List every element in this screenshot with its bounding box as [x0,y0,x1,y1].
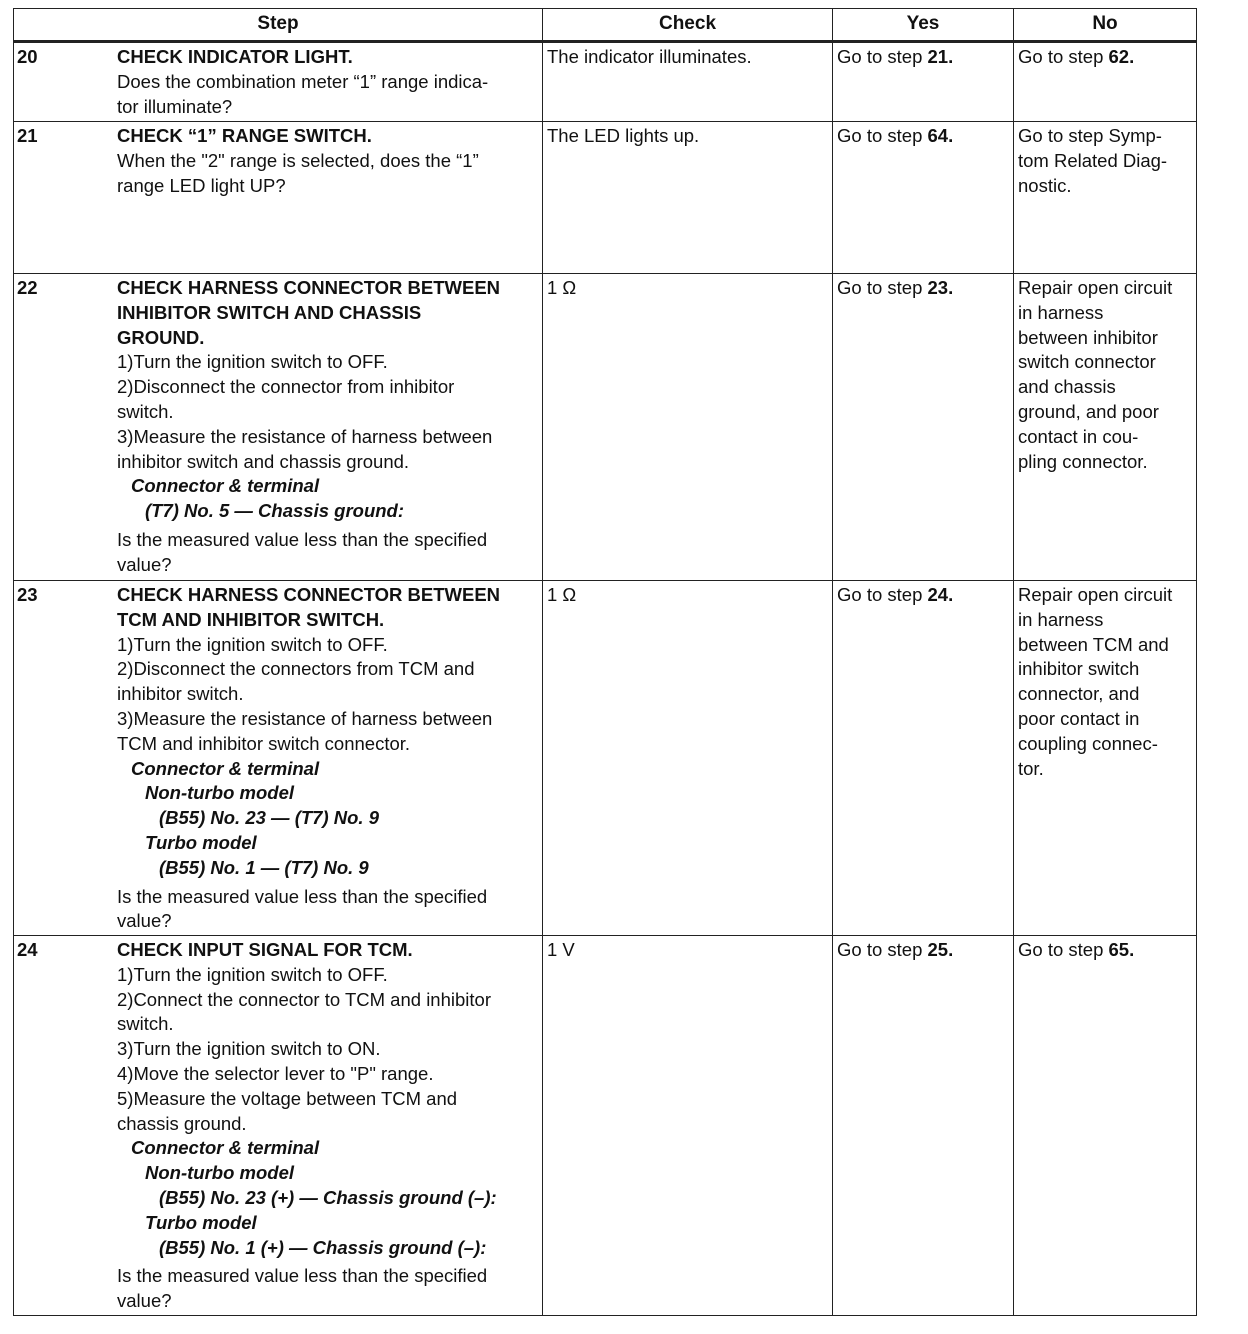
yes-step-ref: 24. [927,584,954,605]
step-instruction: 3)Measure the resistance of harness between [117,425,493,447]
step-instruction: 5)Measure the voltage between TCM and [117,1087,458,1109]
header-step: Step [14,9,543,42]
no-action-line: contact in cou- [1018,425,1139,447]
step-title-line: INHIBITOR SWITCH AND CHASSIS [117,301,422,323]
step-instruction: TCM and inhibitor switch connector. [117,732,411,754]
step-instruction: 1)Turn the ignition switch to OFF. [117,351,388,373]
step-body [117,938,542,1314]
no-action-line: Repair open circuit [1018,584,1173,605]
no-action-line: between inhibitor [1018,326,1158,348]
no-cell [1014,581,1197,936]
header-row [14,9,1197,42]
step-instruction: inhibitor switch and chassis ground. [117,450,410,472]
step-cell [14,274,543,581]
no-action-line: connector, and [1018,683,1140,705]
no-cell [1014,936,1197,1316]
yes-step-ref: 23. [927,277,954,298]
step-instruction: 3)Turn the ignition switch to ON. [117,1038,381,1060]
step-question: Is the measured value less than the specified [117,528,488,550]
table-row [14,274,1197,581]
connector-terminal-spec: Connector & terminal [131,757,320,779]
step-instruction: 2)Connect the connector to TCM and inhibitor [117,988,491,1010]
check-cell: 1 V [543,936,833,1316]
no-action-line: Repair open circuit [1018,277,1173,298]
diagnostic-table [13,8,1197,1316]
step-number: 21 [17,125,38,146]
step-instruction: 3)Measure the resistance of harness between [117,707,493,729]
connector-terminal-spec: (B55) No. 1 — (T7) No. 9 [159,856,369,878]
connector-terminal-spec: (T7) No. 5 — Chassis ground: [145,500,405,522]
yes-cell [833,936,1014,1316]
step-instruction: switch. [117,400,174,422]
connector-terminal-spec: (B55) No. 23 — (T7) No. 9 [159,807,379,829]
step-cell [14,122,543,274]
header-no: No [1014,9,1197,42]
step-number: 20 [17,46,38,67]
no-cell [1014,42,1197,122]
no-action-line: tor. [1018,757,1044,779]
connector-terminal-spec: Non-turbo model [145,782,295,804]
connector-terminal-spec: (B55) No. 23 (+) — Chassis ground (–): [159,1186,497,1208]
no-action-line: and chassis [1018,376,1116,398]
check-cell: 1 Ω [543,581,833,936]
step-title: CHECK “1” RANGE SWITCH. [117,125,372,146]
step-number: 22 [17,277,38,298]
step-cell [14,42,543,122]
no-action-line: poor contact in [1018,707,1140,729]
step-body [117,276,542,578]
no-action-line: between TCM and [1018,633,1169,655]
step-instruction: value? [117,910,172,932]
connector-terminal-spec: (B55) No. 1 (+) — Chassis ground (–): [159,1236,487,1258]
step-instruction: 1)Turn the ignition switch to OFF. [117,633,388,655]
step-instruction: 2)Disconnect the connector from inhibitor [117,376,455,398]
no-prefix: Go to step [1018,939,1109,960]
no-action-line: switch connector [1018,351,1156,373]
yes-cell [833,274,1014,581]
check-cell: 1 Ω [543,274,833,581]
yes-prefix: Go to step [837,584,928,605]
step-title-line: CHECK INPUT SIGNAL FOR TCM. [117,939,413,960]
no-prefix: Go to step [1018,46,1109,67]
step-title-line: CHECK HARNESS CONNECTOR BETWEEN [117,277,501,298]
yes-prefix: Go to step [837,125,928,146]
step-body [117,124,542,198]
step-instruction: When the "2" range is selected, does the “1” [117,149,479,171]
connector-terminal-spec: Non-turbo model [145,1162,295,1184]
step-instruction: 1)Turn the ignition switch to OFF. [117,963,388,985]
table-row [14,122,1197,274]
table-row [14,42,1197,122]
step-body [117,45,542,119]
yes-prefix: Go to step [837,277,928,298]
step-instruction: switch. [117,1013,174,1035]
step-number: 23 [17,584,38,605]
table-row [14,581,1197,936]
step-instruction: 2)Disconnect the connectors from TCM and [117,658,475,680]
yes-step-ref: 21. [927,46,954,67]
check-cell: The indicator illuminates. [543,42,833,122]
check-cell: The LED lights up. [543,122,833,274]
no-action-line: in harness [1018,608,1104,630]
step-instruction: range LED light UP? [117,174,286,196]
step-cell [14,936,543,1316]
table-row [14,936,1197,1316]
step-instruction: inhibitor switch. [117,683,244,705]
step-instruction: 4)Move the selector lever to "P" range. [117,1062,434,1084]
no-step-ref: 62. [1108,46,1135,67]
yes-prefix: Go to step [837,939,928,960]
no-cell [1014,274,1197,581]
connector-terminal-spec: Turbo model [145,831,257,853]
yes-prefix: Go to step [837,46,928,67]
yes-cell [833,42,1014,122]
connector-terminal-spec: Turbo model [145,1211,257,1233]
connector-terminal-spec: Connector & terminal [131,475,320,497]
connector-terminal-spec: Connector & terminal [131,1137,320,1159]
header-check: Check [543,9,833,42]
yes-cell [833,122,1014,274]
step-number: 24 [17,939,38,960]
step-body [117,583,542,934]
step-title-line: TCM AND INHIBITOR SWITCH. [117,608,385,630]
step-question: Is the measured value less than the specified [117,885,488,907]
no-action-line: ground, and poor [1018,400,1159,422]
step-instruction: chassis ground. [117,1112,247,1134]
header-yes: Yes [833,9,1014,42]
step-title-line: CHECK HARNESS CONNECTOR BETWEEN [117,584,501,605]
step-instruction: tor illuminate? [117,95,233,117]
no-action-line: nostic. [1018,174,1072,196]
yes-cell [833,581,1014,936]
no-cell [1014,122,1197,274]
no-step-ref: 65. [1108,939,1135,960]
yes-step-ref: 64. [927,125,954,146]
step-instruction: Does the combination meter “1” range indica- [117,70,489,92]
step-instruction: value? [117,1290,172,1312]
no-action-line: coupling connec- [1018,732,1158,754]
no-action-line: inhibitor switch [1018,658,1140,680]
no-action-line: pling connector. [1018,450,1148,472]
no-action-line: in harness [1018,301,1104,323]
step-question: Is the measured value less than the specified [117,1265,488,1287]
no-action-line: Go to step Symp- [1018,125,1162,146]
yes-step-ref: 25. [927,939,954,960]
step-title: CHECK INDICATOR LIGHT. [117,46,353,67]
no-action-line: tom Related Diag- [1018,149,1168,171]
step-cell [14,581,543,936]
step-instruction: value? [117,553,172,575]
step-title-line: GROUND. [117,326,205,348]
